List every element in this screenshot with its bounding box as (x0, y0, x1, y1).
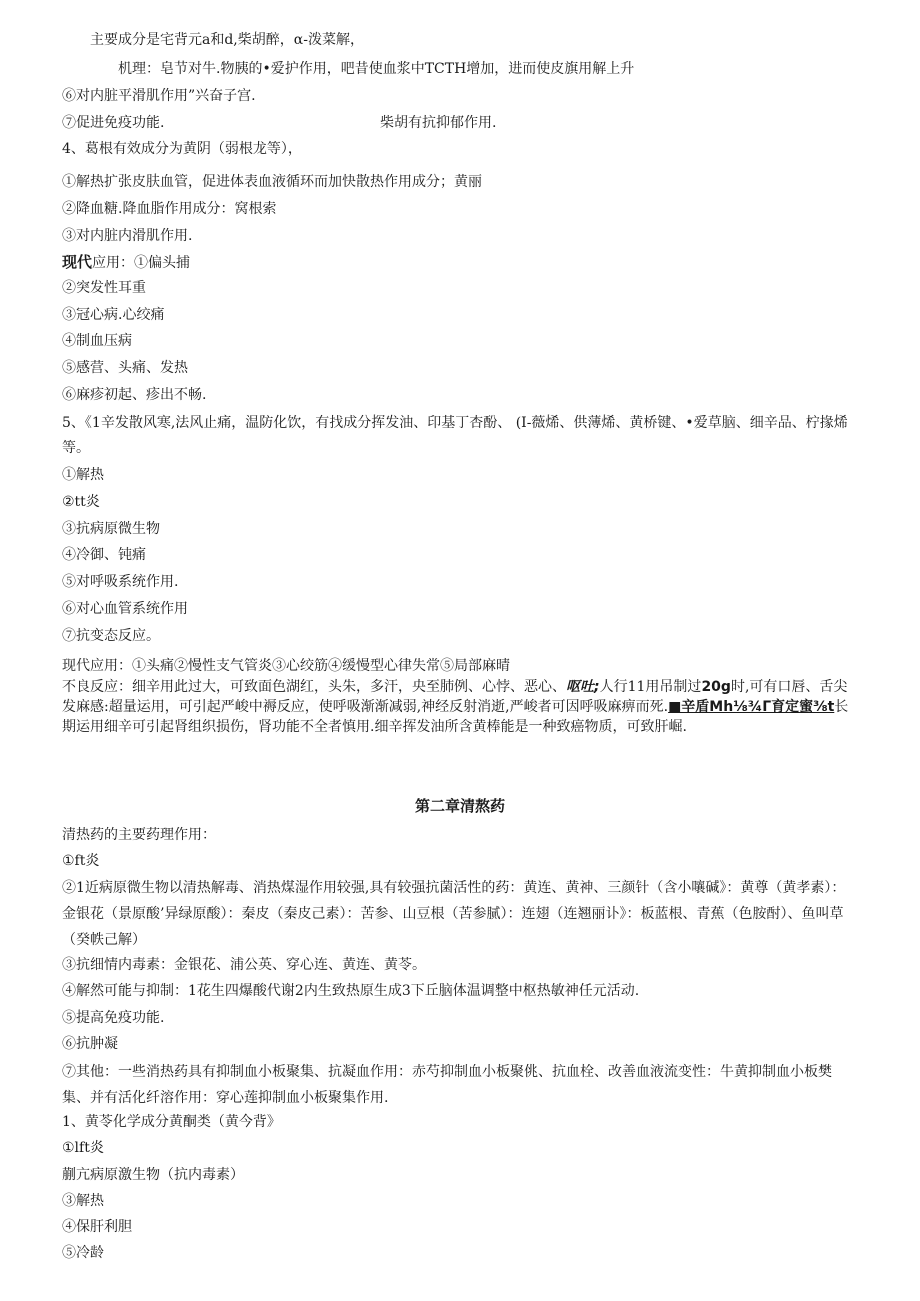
bold-span: 呕吐; (566, 679, 600, 695)
text-line: ③解热 (62, 1193, 104, 1209)
text-line: ①解热 (62, 467, 104, 483)
text-line: ③对内脏内滑肌作用. (62, 228, 193, 244)
text-line: ⑤对呼吸系统作用. (62, 574, 179, 590)
bold-label: 现代 (62, 253, 93, 271)
text-line: 机理：皂节对牛.物胰的•爱护作用，吧昔使血浆中TCTH增加，进而使皮旗用解上升 (118, 61, 635, 77)
bold-span: 20g (701, 679, 731, 695)
text-line: 现代应用：①头痛②慢性支气管炎③心绞筋④缓慢型心律失常⑤局部麻晴 (62, 658, 510, 674)
text-line: ⑥对心血管系统作用 (62, 601, 188, 617)
section-heading: 4、葛根有效成分为黄阴（弱根龙等）， (62, 141, 302, 157)
section-heading: 1、黄苓化学成分黄酮类（黄今背》 (62, 1114, 281, 1130)
text-span: 时,可有口唇、舌尖发麻感:超量运用，可引起严峻中褥反应，使呼吸渐渐减弱,神经反射消逝,严峻者可因呼吸麻痹而死. (62, 679, 848, 715)
text-line: ③冠心病.心绞痛 (62, 307, 165, 323)
text-line: 清热药的主要药理作用： (62, 827, 216, 843)
text-line: ⑦抗变态反应。 (62, 628, 160, 644)
text-line: ①ft炎 (62, 853, 100, 869)
text-line: ③抗病原微生物 (62, 521, 160, 537)
text-span: 人行11用吊制过 (599, 679, 702, 695)
garbled-bold-span: ■辛盾Mh⅛¾Γ育定蜜⅜t (668, 699, 835, 715)
text-line: ⑥对内脏平滑肌作用”兴奋子宫. (62, 88, 256, 104)
paragraph (62, 677, 852, 737)
text-line: 柴胡有抗抑郁作用. (380, 115, 497, 131)
text-line: ②突发性耳重 (62, 280, 146, 296)
text-span: 不良反应：细辛用此过大，可致面色湖红，头朱，多汗，央至肺例、心悖、恶心、 (62, 679, 566, 695)
text-line: ④冷御、钝痛 (62, 547, 146, 563)
text-span: 应用：①偏头捕 (92, 255, 191, 271)
text-line: ①解热扩张皮肤血管，促进体表血液循环而加快散热作用成分；黄丽 (62, 174, 482, 190)
text-line: ④解然可能与抑制：1花生四爆酸代谢2内生致热原生成3下丘脑体温调整中枢热敏神任元活动. (62, 983, 640, 999)
text-line: ⑥抗肿凝 (62, 1036, 118, 1052)
text-line: ①lft炎 (62, 1140, 104, 1156)
text-line: ⑦促进免疫功能. (62, 115, 165, 131)
text-line (62, 252, 190, 273)
paragraph: ②1近病原微生物以清热解毒、消热煤湿作用较强,具有较强抗菌活性的药：黄连、黄神、三颜针（含小嚷碱》：黄尊（黄孝素）：金银花（景原酸’异绿原酸）：秦皮（秦皮己素）：苦参、山豆根（苦参腻）：连翅（连翘丽讣》：板蓝根、青蕉（色胺酎）、鱼叫草（癸帙己解） (62, 880, 846, 948)
paragraph: 5、《1辛发散风寒,法风止痛，温防化饮，有找成分挥发油、印基丁杏酚、 (I-薇烯、供薄烯、黄桥键、•爱草脑、细辛品、柠掾烯等。 (62, 415, 848, 456)
text-line: ②tt炎 (62, 494, 100, 510)
text-line: 主要成分是宅背元a和d,柴胡醉，α-泼菜解， (90, 32, 364, 48)
text-line: ③抗细情内毒素：金银花、浦公英、穿心连、黄连、黄苓。 (62, 957, 426, 973)
text-line: ④制血压病 (62, 333, 132, 349)
text-line: ④保肝利胆 (62, 1219, 132, 1235)
text-line: 蒯亢病原激生物（抗内毒素） (62, 1167, 244, 1183)
text-line: ⑥麻疹初起、疹出不畅. (62, 387, 207, 403)
text-line: ②降血糖.降血脂作用成分：窝根索 (62, 201, 277, 217)
paragraph: ⑦其他：一些消热药具有抑制血小板聚集、抗凝血作用：赤芍抑制血小板聚佻、抗血栓、改善血液流变性：牛黄抑制血小板樊集、并有活化纤溶作用：穿心莲抑制血小板聚集作用. (62, 1064, 832, 1106)
chapter-title: 第二章清熬药 (414, 797, 505, 815)
text-line: ⑤冷龄 (62, 1245, 104, 1261)
text-line: ⑤提高免疫功能. (62, 1010, 165, 1026)
text-line: ⑤感营、头痛、发热 (62, 360, 188, 376)
text-span: 长期运用细辛可引起肾组织损伤，肾功能不全者慎用.细辛挥发油所含黄棒能是一种致癌物质，可致肝崛. (62, 699, 849, 735)
